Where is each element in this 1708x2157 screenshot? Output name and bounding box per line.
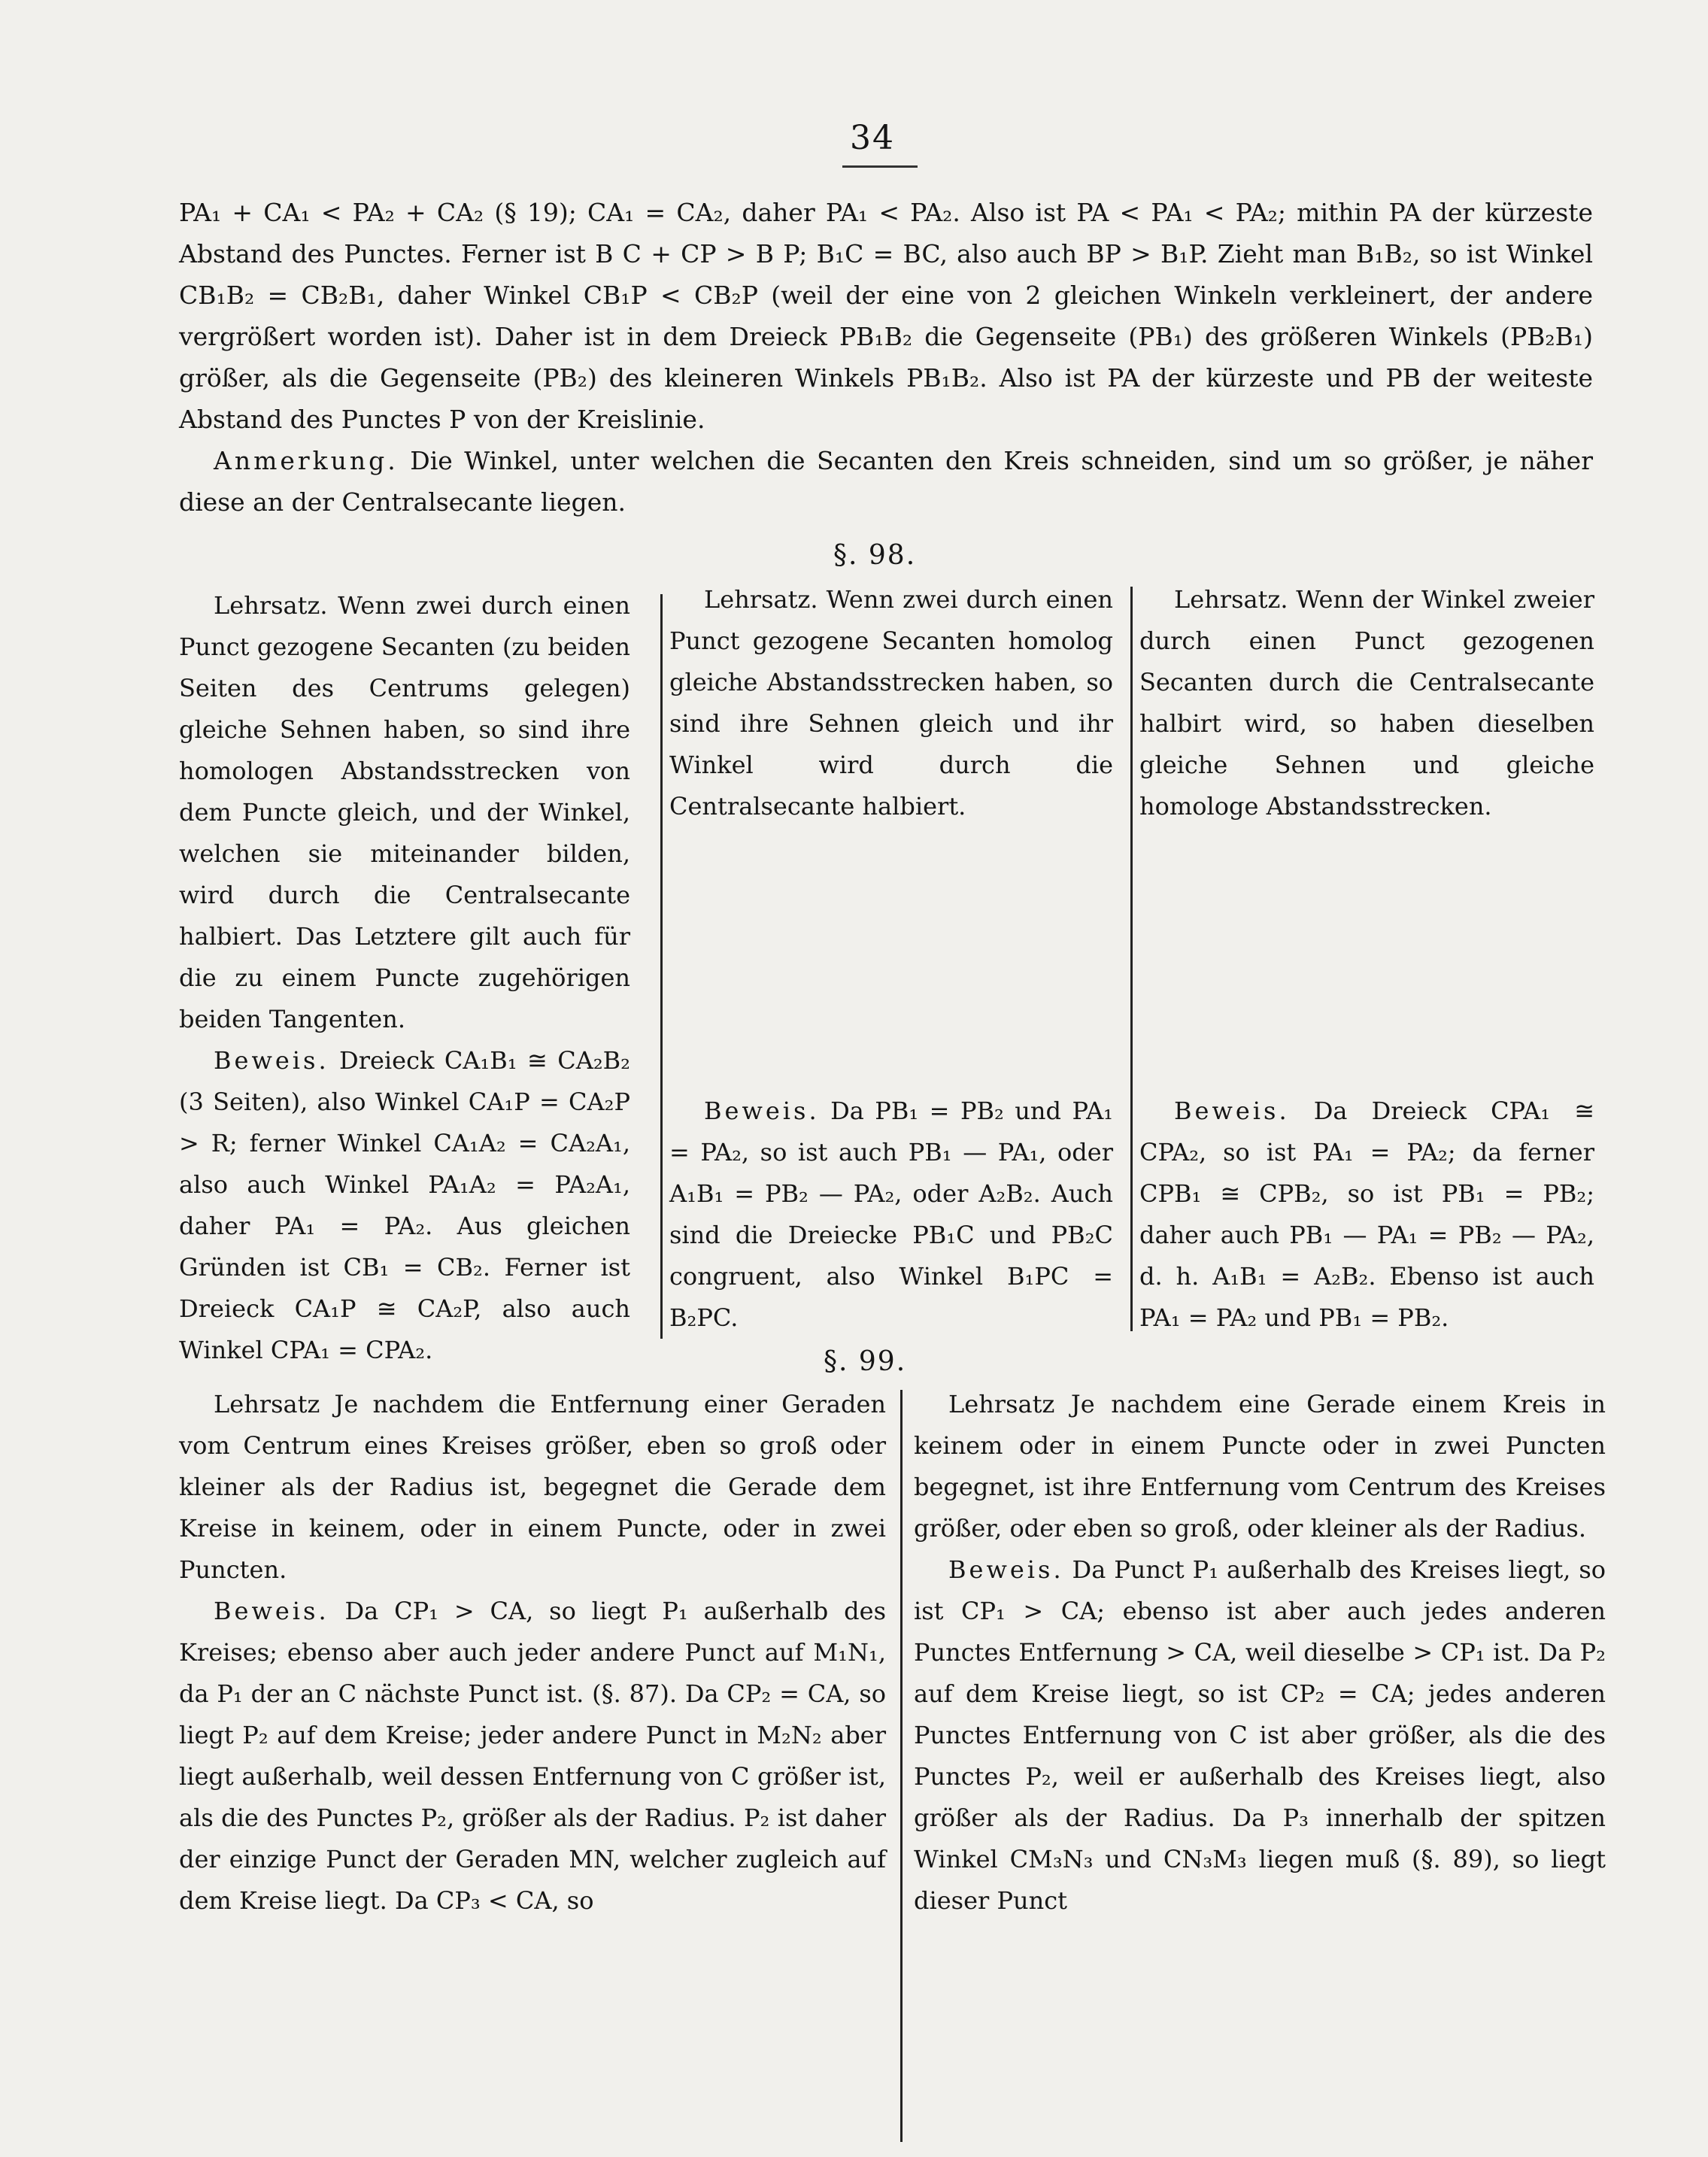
sec98-col1-lehrsatz — [179, 585, 630, 1040]
lehrsatz-label: Lehrsatz. — [214, 591, 328, 620]
sec98-column-2 — [669, 579, 1113, 1339]
column-spacer — [669, 827, 1113, 1091]
sec99-col1-beweis — [179, 1591, 886, 1922]
page-number: 34 — [850, 119, 895, 157]
lehrsatz-text: Je nachdem eine Gerade einem Kreis in keinem oder in einem Puncte oder in zwei Puncten begegnet, ist ihre Entfernung vom Centrum des Kreises größer, oder eben so groß, oder kleiner als der Radius. — [914, 1390, 1606, 1543]
intro-paragraph: PA₁ + CA₁ < PA₂ + CA₂ (§ 19); CA₁ = CA₂, daher PA₁ < PA₂. Also ist PA < PA₁ < PA₂; mithin PA der kürzeste Abstand des Punctes. Ferner ist B C + CP > B P; B₁C = BC, also auch BP > B₁P. Zieht man B₁B₂, so ist Winkel CB₁B₂ = CB₂B₁, daher Winkel CB₁P < CB₂P (weil der eine von 2 gleichen Winkeln verkleinert, der andere vergrößert worden ist). Daher ist in dem Dreieck PB₁B₂ die Gegenseite (PB₁) des größeren Winkels (PB₂B₁) größer, als die Gegenseite (PB₂) des kleineren Winkels PB₁B₂. Also ist PA der kürzeste und PB der weiteste Abstand des Punctes P von der Kreislinie. — [179, 198, 1593, 434]
lehrsatz-label: Lehrsatz. — [704, 585, 818, 614]
sec98-col2-lehrsatz — [669, 579, 1113, 827]
beweis-label: Beweis. — [948, 1555, 1064, 1584]
beweis-text: Da PB₁ = PB₂ und PA₁ = PA₂, so ist auch PB₁ — PA₁, oder A₁B₁ = PB₂ — PA₂, oder A₂B₂. Auch sind die Dreiecke PB₁C und PB₂C congruent, also Winkel B₁PC = B₂PC. — [669, 1097, 1114, 1332]
sec99-col2-beweis — [914, 1549, 1606, 1922]
sec98-col2-beweis — [669, 1091, 1113, 1339]
sec98-col3-lehrsatz — [1139, 579, 1594, 827]
lehrsatz-text: Wenn zwei durch einen Punct gezogene Secanten (zu beiden Seiten des Centrums gelegen) gleiche Sehnen haben, so sind ihre homologen Abstandsstrecken von dem Puncte gleich, und der Winkel, welchen sie miteinander bilden, wird durch die Centralsecante halbiert. Das Letztere gilt auch für die zu einem Puncte zugehörigen beiden Tangenten. — [179, 591, 631, 1033]
sec98-col3-beweis — [1139, 1091, 1594, 1339]
lehrsatz-text: Wenn der Winkel zweier durch einen Punct gezogenen Secanten durch die Centralsecante halbirt wird, so haben dieselben gleiche Sehnen und gleiche homologe Abstandsstrecken. — [1139, 585, 1595, 821]
intro-block — [179, 192, 1593, 523]
note-label: Anmerkung. — [214, 446, 399, 475]
lehrsatz-text: Wenn zwei durch einen Punct gezogene Secanten homolog gleiche Abstandsstrecken haben, so sind ihre Sehnen gleich und ihr Winkel wird durch die Centralsecante halbiert. — [669, 585, 1114, 821]
sec98-col1-beweis — [179, 1040, 630, 1371]
lehrsatz-label: Lehrsatz. — [1174, 585, 1288, 614]
page-number-rule — [842, 165, 918, 168]
column-divider — [1130, 587, 1133, 1331]
lehrsatz-text: Je nachdem die Entfernung einer Geraden vom Centrum eines Kreises größer, eben so groß oder kleiner als der Radius ist, begegnet die Gerade dem Kreise in keinem, oder in einem Puncte, oder in zwei Puncten. — [179, 1390, 887, 1584]
section-99-title: §. 99. — [824, 1346, 907, 1377]
beweis-label: Beweis. — [214, 1597, 329, 1625]
beweis-text: Da Punct P₁ außerhalb des Kreises liegt, so ist CP₁ > CA; ebenso ist aber auch jedes anderen Punctes Entfernung > CA, weil dieselbe > CP₁ ist. Da P₂ auf dem Kreise liegt, so ist CP₂ = CA; jedes anderen Punctes Entfernung von C ist aber größer, als die des Punctes P₂, weil er außerhalb des Kreises liegt, also größer als der Radius. Da P₃ innerhalb der spitzen Winkel CM₃N₃ und CN₃M₃ liegen muß (§. 89), so liegt dieser Punct — [914, 1555, 1606, 1915]
sec99-col1-lehrsatz — [179, 1384, 886, 1591]
beweis-label: Beweis. — [1174, 1097, 1290, 1125]
beweis-text: Dreieck CA₁B₁ ≅ CA₂B₂ (3 Seiten), also Winkel CA₁P = CA₂P > R; ferner Winkel CA₁A₂ = CA₂A₁, also auch Winkel PA₁A₂ = PA₂A₁, daher PA₁ = PA₂. Aus gleichen Gründen ist CB₁ = CB₂. Ferner ist Dreieck CA₁P ≅ CA₂P, also auch Winkel CPA₁ = CPA₂. — [179, 1046, 631, 1364]
section-98-title: §. 98. — [833, 540, 917, 571]
column-divider — [900, 1390, 903, 2142]
sec99-column-2 — [914, 1384, 1606, 1922]
note-paragraph — [179, 440, 1593, 523]
beweis-label: Beweis. — [704, 1097, 820, 1125]
beweis-label: Beweis. — [214, 1046, 329, 1075]
column-spacer — [1139, 827, 1594, 1091]
sec98-column-3 — [1139, 579, 1594, 1339]
column-divider — [660, 594, 663, 1339]
lehrsatz-label: Lehrsatz — [948, 1390, 1055, 1418]
lehrsatz-label: Lehrsatz — [214, 1390, 320, 1418]
sec98-column-1 — [179, 585, 630, 1371]
beweis-text: Da CP₁ > CA, so liegt P₁ außerhalb des Kreises; ebenso aber auch jeder andere Punct auf M₁N₁, da P₁ der an C nächste Punct ist. (§. 87). Da CP₂ = CA, so liegt P₂ auf dem Kreise; jeder andere Punct in M₂N₂ aber liegt außerhalb, weil dessen Entfernung von C größer ist, als die des Punctes P₂, größer als der Radius. P₂ ist daher der einzige Punct der Geraden MN, welcher zugleich auf dem Kreise liegt. Da CP₃ < CA, so — [179, 1597, 887, 1915]
beweis-text: Da Dreieck CPA₁ ≅ CPA₂, so ist PA₁ = PA₂; da ferner CPB₁ ≅ CPB₂, so ist PB₁ = PB₂; daher auch PB₁ — PA₁ = PB₂ — PA₂, d. h. A₁B₁ = A₂B₂. Ebenso ist auch PA₁ = PA₂ und PB₁ = PB₂. — [1139, 1097, 1595, 1332]
note-text: Die Winkel, unter welchen die Secanten den Kreis schneiden, sind um so größer, je näher diese an der Centralsecante liegen. — [179, 446, 1593, 517]
sec99-column-1 — [179, 1384, 886, 1922]
sec99-col2-lehrsatz — [914, 1384, 1606, 1549]
